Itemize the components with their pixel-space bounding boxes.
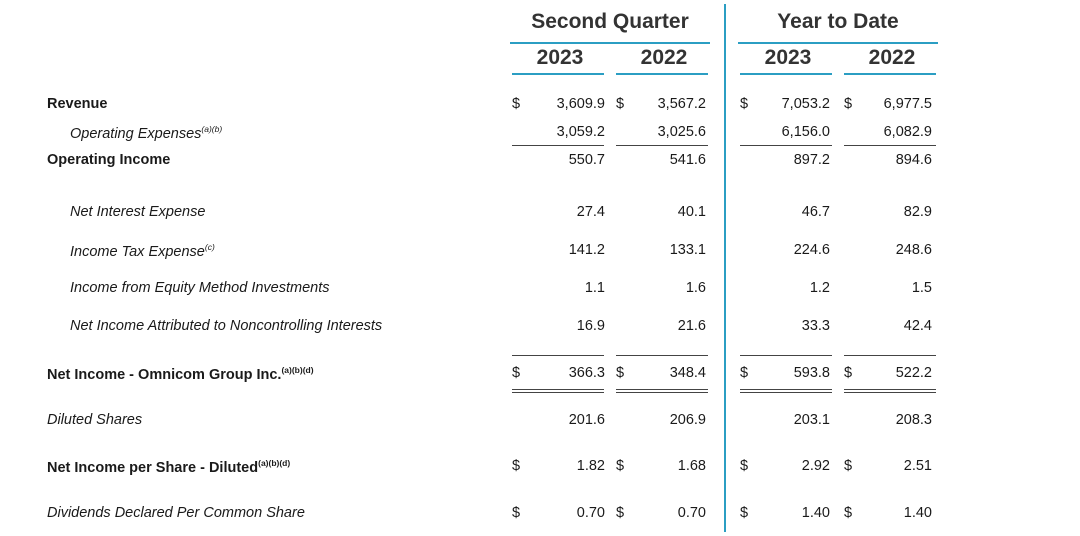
value-cell: 3,025.6: [657, 124, 706, 140]
row-label-text: Revenue: [47, 96, 108, 112]
row-label-text: Net Income per Share - Diluted: [47, 460, 259, 476]
row-label-text: Operating Expenses: [70, 126, 202, 142]
currency-symbol: $: [616, 505, 625, 521]
value-cell: 224.6: [793, 242, 830, 258]
double-rule-net-income-ytd-2023-a: [740, 389, 832, 390]
value-cell: 208.3: [895, 412, 932, 428]
value-cell: 897.2: [793, 152, 830, 168]
currency-symbol: $: [616, 365, 625, 381]
value-cell: 1.1: [584, 280, 605, 296]
row-label-text: Net Income Attributed to Noncontrolling Interests: [70, 318, 383, 334]
row-label: [70, 204, 205, 220]
value-cell: 1.5: [911, 280, 932, 296]
value-cell: 1.2: [809, 280, 830, 296]
value-cell: 0.70: [576, 505, 605, 521]
currency-symbol: $: [844, 96, 853, 112]
value-cell: 1.40: [903, 505, 932, 521]
value-cell: 1.68: [677, 458, 706, 474]
value-cell: 366.3: [568, 365, 605, 381]
value-cell: 6,977.5: [883, 96, 932, 112]
value-cell: 348.4: [669, 365, 706, 381]
double-rule-net-income-q2-2022-a: [616, 389, 708, 390]
rule-above-net-income-ytd-2023: [740, 355, 832, 356]
currency-symbol: $: [740, 505, 749, 521]
currency-symbol: $: [512, 458, 521, 474]
value-cell: 201.6: [568, 412, 605, 428]
value-cell: 3,567.2: [657, 96, 706, 112]
year-rule-q2-2022: [616, 73, 708, 75]
currency-symbol: $: [844, 365, 853, 381]
header-rule-year-to-date: [738, 42, 938, 44]
double-rule-net-income-ytd-2022-b: [844, 392, 936, 393]
year-rule-ytd-2023: [740, 73, 832, 75]
double-rule-net-income-ytd-2023-b: [740, 392, 832, 393]
row-label: [70, 242, 215, 260]
header-year-ytd-2022: 2022: [868, 46, 916, 69]
row-label: [47, 458, 290, 476]
value-cell: 16.9: [576, 318, 605, 334]
row-label: [47, 152, 170, 168]
value-cell: 6,156.0: [781, 124, 830, 140]
value-cell: 522.2: [895, 365, 932, 381]
value-cell: 203.1: [793, 412, 830, 428]
currency-symbol: $: [740, 458, 749, 474]
value-cell: 593.8: [793, 365, 830, 381]
value-cell: 2.51: [903, 458, 932, 474]
double-rule-net-income-q2-2023-a: [512, 389, 604, 390]
row-label: [70, 124, 222, 142]
value-cell: 40.1: [677, 204, 706, 220]
double-rule-net-income-q2-2022-b: [616, 392, 708, 393]
row-label-text: Diluted Shares: [47, 412, 143, 428]
value-cell: 248.6: [895, 242, 932, 258]
currency-symbol: $: [616, 96, 625, 112]
rule-above-operating-income-ytd-2023: [740, 145, 832, 146]
footnote-marker: (a)(b)(d): [281, 365, 314, 375]
footnote-marker: (a)(b)(d): [258, 458, 291, 468]
value-cell: 541.6: [669, 152, 706, 168]
value-cell: 894.6: [895, 152, 932, 168]
year-rule-q2-2023: [512, 73, 604, 75]
row-label: [47, 96, 107, 112]
rule-above-net-income-q2-2023: [512, 355, 604, 356]
column-divider: [724, 4, 726, 532]
row-label-text: Net Interest Expense: [70, 204, 206, 220]
value-cell: 3,609.9: [556, 96, 605, 112]
row-label-text: Net Income - Omnicom Group Inc.: [47, 367, 282, 383]
currency-symbol: $: [512, 505, 521, 521]
year-rule-ytd-2022: [844, 73, 936, 75]
footnote-marker: (c): [204, 242, 215, 252]
row-label: [70, 318, 382, 334]
header-second-quarter: Second Quarter: [531, 10, 689, 33]
row-label-text: Operating Income: [47, 152, 171, 168]
value-cell: 21.6: [677, 318, 706, 334]
value-cell: 133.1: [669, 242, 706, 258]
row-label-text: Dividends Declared Per Common Share: [47, 505, 305, 521]
row-label: [47, 412, 142, 428]
row-label: [47, 505, 305, 521]
currency-symbol: $: [740, 365, 749, 381]
value-cell: 206.9: [669, 412, 706, 428]
row-label-text: Income Tax Expense: [70, 244, 205, 260]
rule-above-operating-income-q2-2023: [512, 145, 604, 146]
value-cell: 1.6: [685, 280, 706, 296]
row-label: [47, 365, 314, 383]
value-cell: 7,053.2: [781, 96, 830, 112]
value-cell: 6,082.9: [883, 124, 932, 140]
header-year-q2-2023: 2023: [536, 46, 584, 69]
value-cell: 82.9: [903, 204, 932, 220]
rule-above-operating-income-q2-2022: [616, 145, 708, 146]
header-year-q2-2022: 2022: [640, 46, 688, 69]
value-cell: 1.82: [576, 458, 605, 474]
value-cell: 2.92: [801, 458, 830, 474]
currency-symbol: $: [740, 96, 749, 112]
header-year-ytd-2023: 2023: [764, 46, 812, 69]
currency-symbol: $: [616, 458, 625, 474]
row-label: [70, 280, 330, 296]
rule-above-net-income-q2-2022: [616, 355, 708, 356]
footnote-marker: (a)(b): [201, 124, 223, 134]
rule-above-operating-income-ytd-2022: [844, 145, 936, 146]
value-cell: 141.2: [568, 242, 605, 258]
value-cell: 0.70: [677, 505, 706, 521]
row-label-text: Income from Equity Method Investments: [70, 280, 330, 296]
currency-symbol: $: [512, 365, 521, 381]
header-rule-second-quarter: [510, 42, 710, 44]
value-cell: 3,059.2: [556, 124, 605, 140]
header-year-to-date: Year to Date: [777, 10, 899, 33]
currency-symbol: $: [844, 458, 853, 474]
double-rule-net-income-q2-2023-b: [512, 392, 604, 393]
currency-symbol: $: [512, 96, 521, 112]
value-cell: 1.40: [801, 505, 830, 521]
value-cell: 27.4: [576, 204, 605, 220]
currency-symbol: $: [844, 505, 853, 521]
value-cell: 33.3: [801, 318, 830, 334]
value-cell: 46.7: [801, 204, 830, 220]
value-cell: 42.4: [903, 318, 932, 334]
rule-above-net-income-ytd-2022: [844, 355, 936, 356]
value-cell: 550.7: [568, 152, 605, 168]
double-rule-net-income-ytd-2022-a: [844, 389, 936, 390]
